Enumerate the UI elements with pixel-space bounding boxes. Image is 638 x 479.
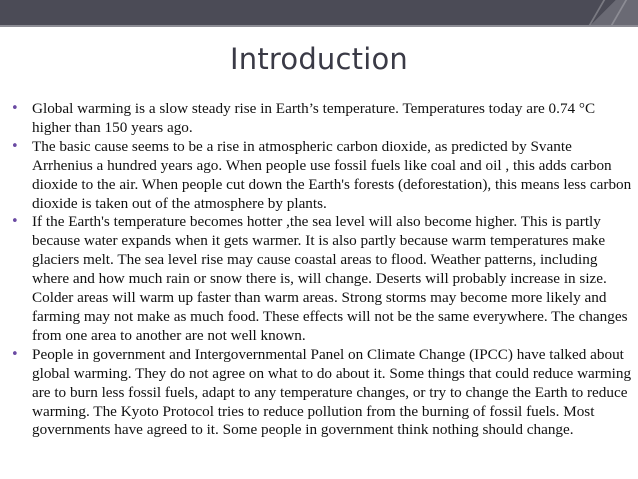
bullet-item-3 [10,213,632,345]
header-corner-decoration [558,0,638,25]
bullet-icon: • [11,101,19,116]
bullet-icon: • [11,138,19,154]
bullet-item-4 [10,346,632,441]
bullet-icon: • [11,214,19,230]
slide-title: Introduction [229,42,408,76]
bullet-icon: • [11,346,19,362]
bullet-text-1: Global warming is a slow steady rise in Earth’s temperature. Temperatures today are 0.74 °C higher than 150 years ago. [32,100,596,136]
bullet-item-2 [10,138,632,214]
header-accent-line [0,25,638,27]
bullet-text-2: The basic cause seems to be a rise in atmospheric carbon dioxide, as predicted by Svante Arrhenius a hundred years ago. When people use fossil fuels like coal and oil , this adds carbon dioxide to the air. When people cut down the Earth's forests (deforestation), this means less carbon dioxide is taken out of the atmosphere by plants. [32,137,632,212]
bullet-text-3: If the Earth's temperature becomes hotter ,the sea level will also become higher. This is partly because water expands when it gets warmer. It is also partly because warm temperatures make glaciers melt. The sea level rise may cause coastal areas to flood. Weather patterns, including where and how much rain or snow there is, will change. Deserts will probably increase in size. Colder areas will warm up faster than warm areas. Strong storms may become more likely and farming may not make as much food. These effects will not be the same everywhere. The changes from one area to another are not well known. [32,213,628,344]
bullet-text-4: People in government and Intergovernmental Panel on Climate Change (IPCC) have talked about global warming. They do not agree on what to do about it. Some things that could reduce warming are to burn less fossil fuels, adapt to any temperature changes, or try to change the Earth to reduce warming. The Kyoto Protocol tries to reduce pollution from the burning of fossil fuels. Most governments have agreed to it. Some people in government think nothing should change. [32,345,632,439]
bullet-item-1 [10,100,632,138]
bullet-list [10,100,632,440]
slide-header-bar [0,0,638,25]
